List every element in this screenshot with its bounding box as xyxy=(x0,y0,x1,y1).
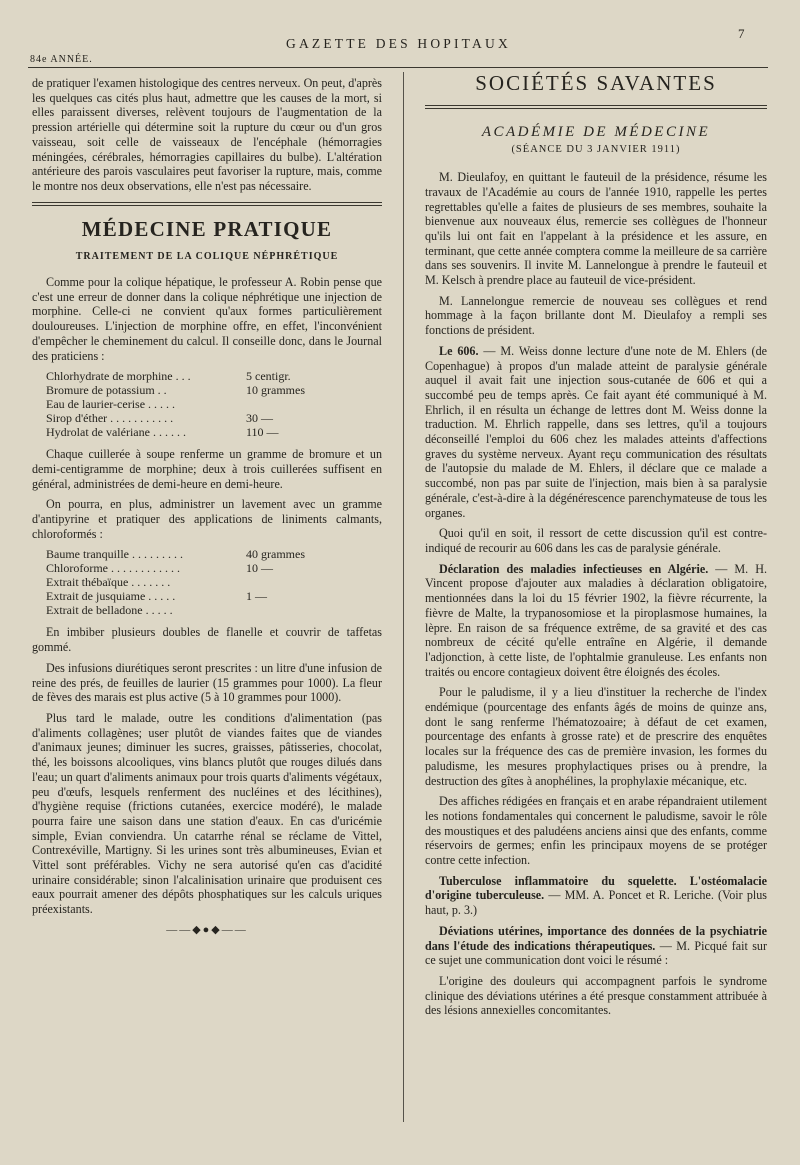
prescription-line: Extrait de belladone . . . . . xyxy=(46,603,173,618)
prescription-2 xyxy=(32,547,382,617)
paragraph: Pour le paludisme, il y a lieu d'instituer la recherche de l'index endémique (pourcentage des enfants âgés de moins de quinze ans, dont le sang renferme l'hématozoaire; à défaut de cet examen, pourcentage des enfants à grosse rate) et de prescrire des enquêtes locales sur la fréquence des cas de première invasion, les formes du paludisme, les mesures prophylactiques prises ou à prendre, la destruction des gîtes à anophélines, la prophylaxie mécanique, etc. xyxy=(425,685,767,788)
paragraph: En imbiber plusieurs doubles de flanelle et couvrir de taffetas gommé. xyxy=(32,625,382,655)
session-date: (SÉANCE DU 3 JANVIER 1911) xyxy=(511,144,681,156)
paragraph: Quoi qu'il en soit, il ressort de cette discussion qu'il est contre-indiqué de recourir au 606 dans les cas de paralysie générale. xyxy=(425,526,767,555)
paragraph: Des affiches rédigées en français et en arabe répandraient utilement les notions fondamentales qui concernent le paludisme, savoir le rôle des moustiques et des paludéens anciens ainsi que des enfants, comme réservoirs de germes; enfin les principaux moyens de se protéger contre cette infection. xyxy=(425,794,767,868)
topic-heading: Le 606. xyxy=(439,343,479,358)
masthead-title: GAZETTE DES HOPITAUX xyxy=(286,36,511,51)
section-rule xyxy=(425,105,767,109)
prescription-line: Chlorhydrate de morphine . . . 5 centigr. xyxy=(46,369,291,384)
paragraph: Tuberculose inflammatoire du squelette. L'ostéomalacie d'origine tuberculeuse. — MM. A. Poncet et R. Leriche. (Voir plus haut, p. 3.) xyxy=(425,873,767,918)
left-column xyxy=(32,76,382,938)
end-ornament: ——◆●◆—— xyxy=(166,923,248,936)
issue-label: 84e ANNÉE. xyxy=(30,54,93,65)
paragraph: On pourra, en plus, administrer un lavement avec un gramme d'antipyrine et pratiquer des applications de liniments calmants, chloroformés : xyxy=(32,497,382,541)
paragraph: Déclaration des maladies infectieuses en Algérie. — M. H. Vincent propose d'ajouter aux maladies à déclaration obligatoire, mentionnées dans la loi du 15 février 1902, la fièvre récurrente, la fièvre de Malte, la trypanosomiose et la piroplasmose humaines, la lèpre. En raison de sa fréquence extrême, de sa gravité et des cas nombreux de cécité qu'elle entraîne en Algérie, il demande l'adjonction, à cette liste, de l'ophtalmie granuleuse. Les enfants non traités ou encore contagieux doivent être éloignés des écoles. xyxy=(425,561,767,679)
topic-heading: Déclaration des maladies infectieuses en Algérie. xyxy=(439,561,709,576)
paragraph: Chaque cuillerée à soupe renferme un gramme de bromure et un demi-centigramme de morphine; deux à trois cuillerées suffisent en général, administrées de demi-heure en demi-heure. xyxy=(32,447,382,491)
paragraph: M. Lannelongue remercie de nouveau ses collègues et rend hommage à la façon brillante dont M. Dieulafoy a rempli ses fonctions de président. xyxy=(425,293,767,338)
page-header xyxy=(0,26,800,74)
paragraph: Déviations utérines, importance des données de la psychiatrie dans l'étude des indications thérapeutiques. — M. Picqué fait sur ce sujet une communication dont voici le résumé : xyxy=(425,923,767,968)
prescription-1 xyxy=(32,369,382,439)
section-title-societes-savantes: SOCIÉTÉS SAVANTES xyxy=(475,71,717,95)
prescription-line: Baume tranquille . . . . . . . . . 40 grammes xyxy=(46,547,305,562)
section-rule xyxy=(32,202,382,206)
paragraph: M. Dieulafoy, en quittant le fauteuil de la présidence, résume les travaux de l'Académie au cours de l'année 1910, rappelle les pertes regrettables qu'elle a faites de plusieurs de ses membres, souhaite la bienvenue aux nouveaux élus, remercie ses collègues de l'honneur qu'ils lui ont fait en l'appelant à la présidence et les assure, en terminant, que cette année comptera comme la meilleure de sa carrière dans ses souvenirs. Il invite M. Lannelongue à prendre le fauteuil et M. Kelsch à prendre place au fauteuil de vice-président. xyxy=(425,170,767,288)
paragraph: Le 606. — M. Weiss donne lecture d'une note de M. Ehlers (de Copenhague) à propos d'un malade atteint de paralysie générale auquel il avait fait une injection sous-cutanée de 606 et qui a succombé peu de temps après. Ce fait ayant été communiqué à M. Ehrlich, il en résulta un échange de lettres dont M. Weiss donne la traduction. M. Ehrlich rappelle, dans ses lettres, qu'il a toujours déconseillé l'emploi du 606 chez les malades atteints d'affections graves du système nerveux. Ayant reçu communication des résultats de l'autopsie du malade de M. Ehlers, il déclare que ce malade a succombé, non pas par suite de l'injection, mais bien à sa paralysie générale, c'est-à-dire à la dégénérescence parenchymateuse de tous les organes. xyxy=(425,343,767,520)
topic-heading: Déviations utérines, importance des données de la psychiatrie dans l'étude des indications thérapeutiques. xyxy=(425,923,767,953)
prescription-line: Eau de laurier-cerise . . . . . xyxy=(46,397,176,412)
academy-heading: ACADÉMIE DE MÉDECINE xyxy=(481,123,711,140)
article-continuation: de pratiquer l'examen histologique des centres nerveux. On peut, d'après les quelques cas cités plus haut, admettre que les causes de la mort, si elles paraissent diverses, relèvent toujours de l'augmentation de la pression artérielle qui détermine soit la rupture du cœur ou d'un gros vaisseau, soit celle de vaisseaux de l'encéphale (hémorragies méningées, cérébrales, hémorragies capillaires du bulbe). L'altération antérieure des parois vasculaires peut favoriser la rupture, mais, comme le montre nos deux observations, elle n'est pas nécessaire. xyxy=(32,76,382,193)
right-column xyxy=(425,71,767,1024)
prescription-line: Bromure de potassium . . 10 grammes xyxy=(46,383,305,398)
prescription-line: Chloroforme . . . . . . . . . . . . 10 — xyxy=(46,561,273,576)
prescription-line: Sirop d'éther . . . . . . . . . . . 30 — xyxy=(46,411,273,426)
article-subhead: TRAITEMENT DE LA COLIQUE NÉPHRÉTIQUE xyxy=(75,251,339,263)
page-number: 7 xyxy=(738,26,745,41)
section-title-medecine-pratique: MÉDECINE PRATIQUE xyxy=(81,216,333,241)
prescription-line: Extrait thébaïque . . . . . . . xyxy=(46,575,171,590)
paragraph: Comme pour la colique hépatique, le professeur A. Robin pense que c'est une erreur de donner dans la colique néphrétique une injection de morphine. Celle-ci ne convient qu'aux formes particulièrement douloureuses. L'injection de morphine offre, en effet, l'inconvénient d'empêcher le cheminement du calcul. Il conseille donc, dans le Journal des praticiens : xyxy=(32,275,382,363)
prescription-line: Extrait de jusquiame . . . . . 1 — xyxy=(46,589,267,604)
paragraph: Plus tard le malade, outre les conditions d'alimentation (pas d'aliments collagènes; user plutôt de viandes faites que de viandes d'animaux jeunes; diminuer les sucres, graisses, pâtisseries, chocolat, thé, les boissons alcooliques, vins blancs plutôt que rouges dilués dans l'eau; un quart d'aliments animaux pour trois quarts d'aliments végétaux, peu d'œufs, lesquels renferment des nucléines et des lécithines), d'hygiène requise (frictions cutanées, exercice modéré), le malade pourra faire une saison dans une station d'eaux. En cas d'uricémie simple, Evian conviendra. Un catarrhe rénal se réclame de Vittel, Contrexéville, Martigny. Si les urines sont très albumineuses, Evian et Vittel sont préférables. Vichy ne sera autorisé qu'en cas d'acidité urinaire considérable; sinon l'alcalinisation urinaire que produisent ces eaux pourrait amener des dépôts phosphatiques sur les calculs uriques préexistants. xyxy=(32,710,382,917)
header-rule xyxy=(28,67,768,68)
paragraph: Des infusions diurétiques seront prescrites : un litre d'une infusion de reine des prés, de feuilles de laurier (15 grammes pour 1000). La fleur de fèves des marais est plus active (5 à 10 grammes pour 1000). xyxy=(32,660,382,705)
topic-heading: Tuberculose inflammatoire du squelette. L'ostéomalacie d'origine tuberculeuse. xyxy=(425,873,767,903)
column-divider xyxy=(403,72,404,1122)
prescription-line: Hydrolat de valériane . . . . . . 110 — xyxy=(46,425,279,440)
paragraph: L'origine des douleurs qui accompagnent parfois le syndrome clinique des déviations utérines a été presque constamment attribuée à des lésions annexielles concomitantes. xyxy=(425,973,767,1018)
